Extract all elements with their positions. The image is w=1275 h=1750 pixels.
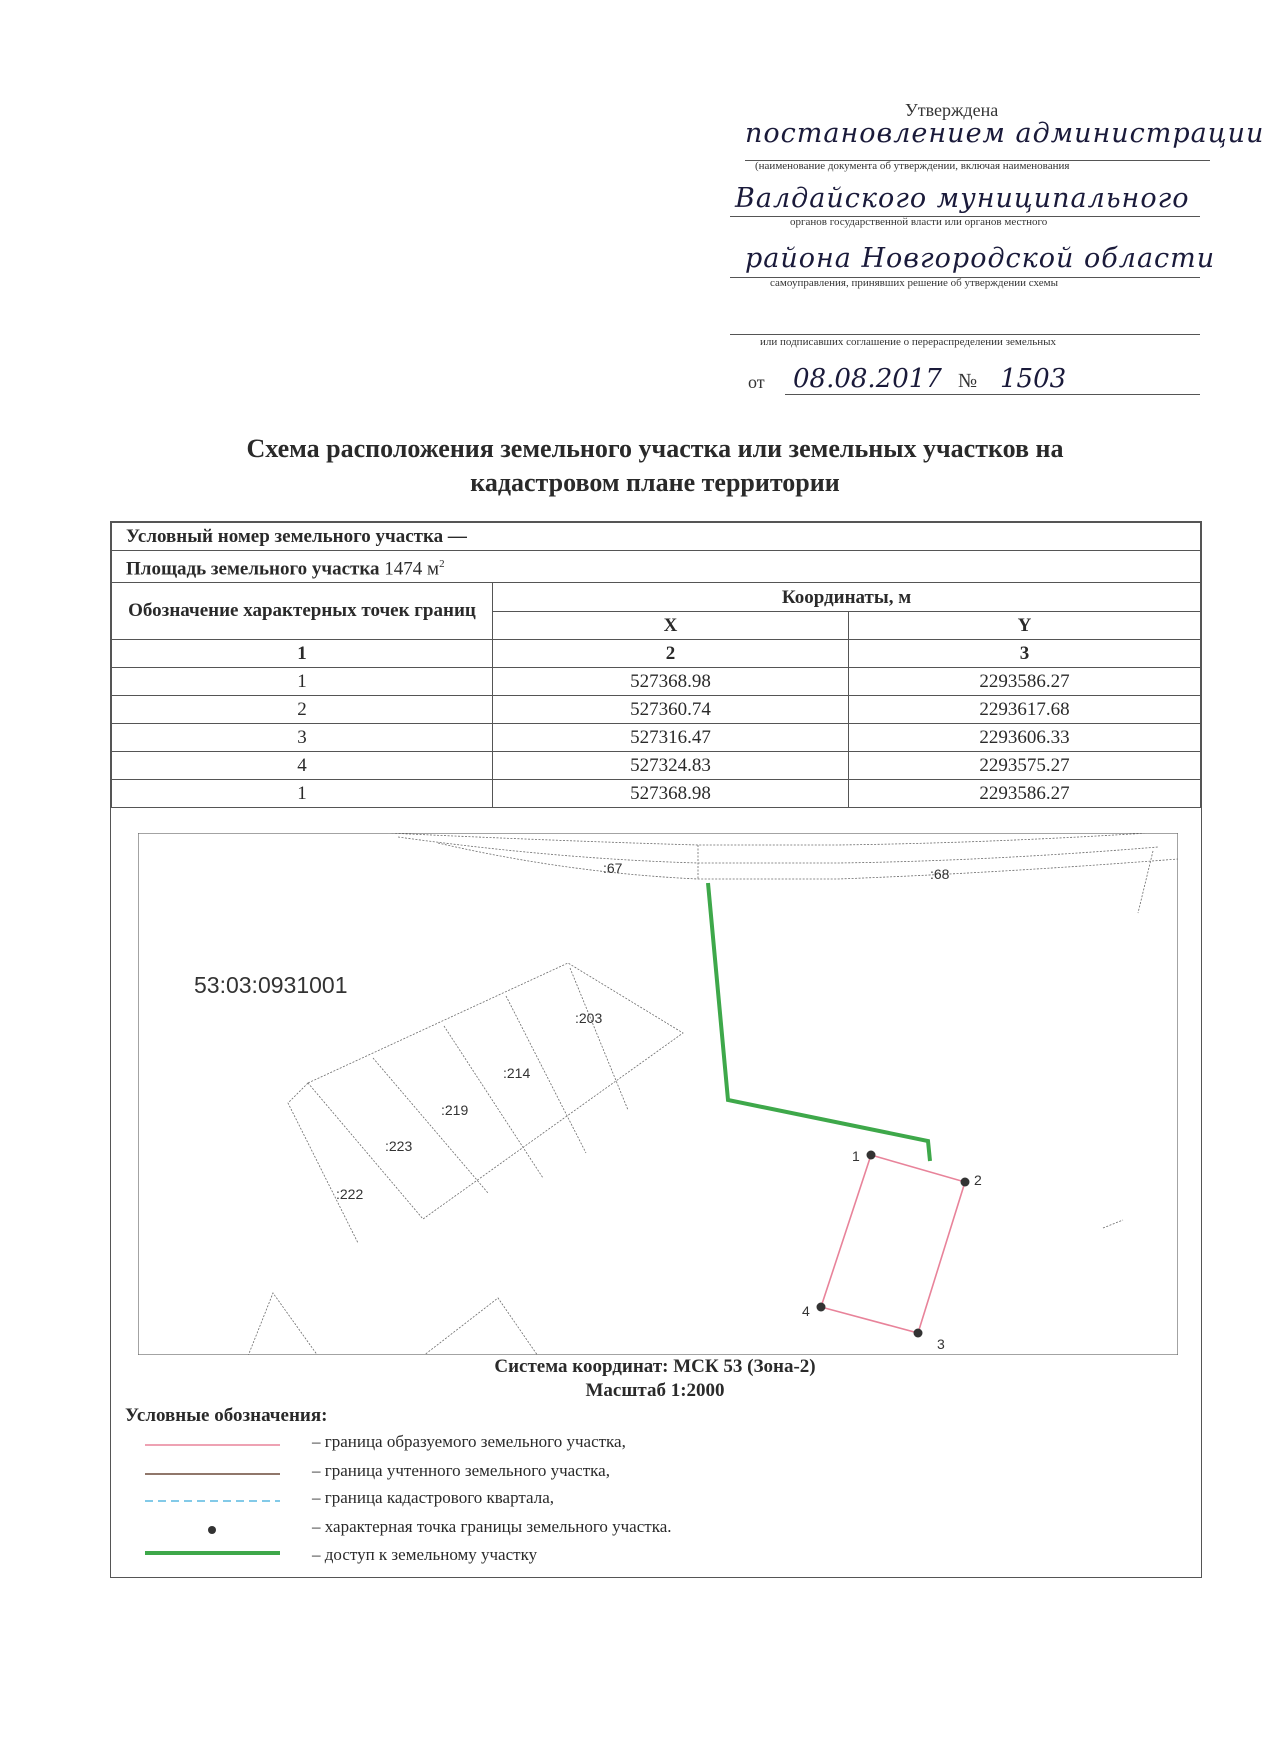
parcel-label-68: :68 [930, 866, 950, 882]
header-y: Y [849, 611, 1201, 640]
approval-caption-1: (наименование документа об утверждении, включая наименования [755, 160, 1070, 172]
header-coordinates: Координаты, м [493, 583, 1201, 612]
point-label-1: 1 [852, 1148, 860, 1164]
table-row [112, 780, 1201, 808]
coordinates-table [111, 522, 1201, 808]
legend-point [208, 1526, 216, 1534]
row-x: 527368.98 [493, 668, 849, 696]
parcel-label-219: :219 [441, 1102, 469, 1118]
number-value: 1503 [1000, 364, 1067, 394]
header-point-designation: Обозначение характерных точек границ [112, 583, 493, 640]
row-y: 2293617.68 [849, 696, 1201, 724]
row-x: 527316.47 [493, 724, 849, 752]
row-point: 1 [112, 780, 493, 808]
row-point: 3 [112, 724, 493, 752]
date-value: 08.08.2017 [793, 364, 942, 394]
parcel-label-203: :203 [575, 1010, 603, 1026]
row-y: 2293606.33 [849, 724, 1201, 752]
boundary-point-3 [914, 1329, 923, 1338]
approval-caption-4: или подписавших соглашение о перераспределении земельных [760, 336, 1057, 348]
parcel-label-67: :67 [603, 860, 623, 876]
row-x: 527324.83 [493, 752, 849, 780]
date-prefix: от [748, 372, 765, 392]
column-number-2: 2 [493, 640, 849, 668]
table-row [112, 724, 1201, 752]
legend-symbol-quarter-boundary [145, 1496, 285, 1506]
legend-symbol-formed-boundary [145, 1440, 285, 1450]
legend-item-formed-boundary: – граница образуемого земельного участка, [312, 1432, 626, 1451]
area-label: Площадь земельного участка [126, 558, 380, 580]
table-row [112, 696, 1201, 724]
point-label-4: 4 [802, 1303, 810, 1319]
legend-item-access: – доступ к земельному участку [312, 1545, 538, 1564]
row-point: 1 [112, 668, 493, 696]
cadastral-map [138, 833, 1178, 1355]
boundary-point-4 [817, 1303, 826, 1312]
legend-symbol-access [145, 1548, 285, 1558]
row-x: 527368.98 [493, 780, 849, 808]
approval-caption-3: самоуправления, принявших решение об утверждении схемы [770, 277, 1058, 289]
column-number-1: 1 [112, 640, 493, 668]
area-unit-sup: 2 [439, 558, 445, 570]
number-prefix: № [958, 370, 978, 392]
row-y: 2293586.27 [849, 668, 1201, 696]
parcel-label-223: :223 [385, 1138, 413, 1154]
title-line-1: Схема расположения земельного участка или земельных участков на [246, 434, 1064, 463]
approval-authority-handwritten: Валдайского муниципального [735, 183, 1190, 214]
legend-symbol-boundary-point [145, 1524, 285, 1536]
legend-title: Условные обозначения: [125, 1405, 328, 1426]
area-value: 1474 м [384, 558, 440, 580]
parcel-label-214: :214 [503, 1065, 531, 1081]
table-row [112, 668, 1201, 696]
row-x: 527360.74 [493, 696, 849, 724]
conditional-number: Условный номер земельного участка — [112, 523, 1201, 551]
approval-document-handwritten: постановлением администрации [745, 118, 1265, 149]
row-point: 2 [112, 696, 493, 724]
approval-caption-2: органов государственной власти или органов местного [790, 216, 1048, 228]
map-scale: Масштаб 1:2000 [585, 1380, 725, 1401]
point-label-2: 2 [974, 1172, 982, 1188]
quarter-label: 53:03:0931001 [194, 972, 348, 998]
map-frame [138, 833, 1178, 1355]
coordinate-system: Система координат: МСК 53 (Зона-2) [494, 1356, 816, 1377]
table-row [112, 752, 1201, 780]
row-y: 2293575.27 [849, 752, 1201, 780]
boundary-point-1 [867, 1151, 876, 1160]
legend-item-boundary-point: – характерная точка границы земельного участка. [312, 1517, 672, 1536]
legend-item-registered-boundary: – граница учтенного земельного участка, [312, 1461, 610, 1480]
approved-label: Утверждена [905, 100, 999, 120]
boundary-point-2 [961, 1178, 970, 1187]
header-x: X [493, 611, 849, 640]
parcel-area [112, 551, 1201, 583]
column-number-3: 3 [849, 640, 1201, 668]
parcel-label-222: :222 [336, 1186, 364, 1202]
legend-symbol-registered-boundary [145, 1469, 285, 1479]
date-line [785, 394, 1200, 395]
row-point: 4 [112, 752, 493, 780]
title-line-2: кадастровом плане территории [470, 468, 840, 497]
point-label-3: 3 [937, 1336, 945, 1352]
approval-region-handwritten: района Новгородской области [745, 243, 1216, 274]
document-title [150, 432, 1160, 500]
row-y: 2293586.27 [849, 780, 1201, 808]
legend-item-quarter-boundary: – граница кадастрового квартала, [312, 1488, 554, 1507]
approval-line-4 [730, 334, 1200, 335]
